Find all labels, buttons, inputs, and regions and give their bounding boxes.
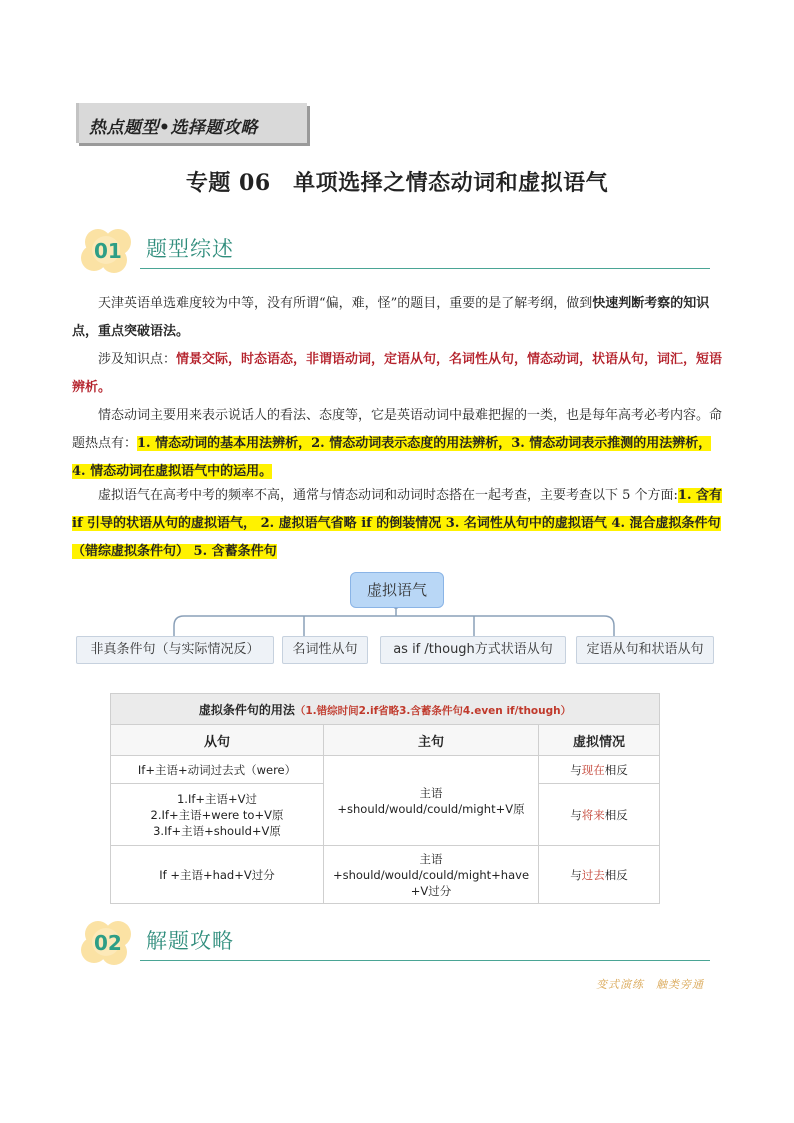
subjunctive-conditional-table bbox=[110, 693, 660, 904]
section-title: 题型综述 bbox=[146, 237, 234, 261]
section-header-overview bbox=[80, 228, 720, 274]
para2-label: 涉及知识点： bbox=[98, 352, 177, 367]
subjunctive-mindmap bbox=[74, 572, 714, 664]
case-suffix: 相反 bbox=[604, 762, 628, 777]
paragraph-knowledge-points bbox=[72, 346, 724, 402]
main-line: +V过分 bbox=[410, 883, 452, 898]
table-cell-case bbox=[539, 846, 660, 904]
table-cell-main bbox=[324, 846, 539, 904]
paragraph-subjunctive bbox=[72, 482, 724, 566]
case-time: 现在 bbox=[581, 762, 605, 777]
main-line: +should/would/could/might+V原 bbox=[337, 801, 525, 816]
mindmap-node-unreal-conditional: 非真条件句（与实际情况反） bbox=[76, 636, 274, 664]
document-title: 专题 06 单项选择之情态动词和虚拟语气 bbox=[185, 170, 609, 196]
para1-end: 。 bbox=[176, 324, 190, 339]
para1-emphasis: 快速判断考察的知识点，重点突破语法 bbox=[72, 296, 710, 339]
clause-line: 1.If+主语+V过 bbox=[176, 791, 258, 806]
table-header-clause: 从句 bbox=[111, 725, 324, 756]
mindmap-node-as-if: as if /though方式状语从句 bbox=[380, 636, 566, 664]
section-header-strategy bbox=[80, 920, 720, 966]
section-number: 01 bbox=[94, 239, 122, 263]
clause-line: 2.If+主语+were to+V原 bbox=[150, 807, 284, 822]
section-subtitle-note: 变式演练 触类旁通 bbox=[596, 978, 704, 991]
section-title: 解题攻略 bbox=[146, 929, 234, 953]
case-time: 过去 bbox=[581, 867, 605, 882]
section-divider bbox=[140, 960, 710, 961]
para3-text: 情态动词主要用来表示说话人的看法、态度等，它是英语动词中最难把握的一类，也是每年高考必考内容。命题热点有： bbox=[72, 408, 723, 451]
table-cell-clause: If +主语+had+V过分 bbox=[111, 846, 324, 904]
main-line: 主语 bbox=[419, 851, 443, 866]
para2-end: 。 bbox=[98, 380, 112, 395]
case-prefix: 与 bbox=[570, 807, 582, 822]
table-caption-title: 虚拟条件句的用法 bbox=[198, 702, 295, 717]
table-header-case: 虚拟情况 bbox=[539, 725, 660, 756]
section-number: 02 bbox=[94, 931, 122, 955]
table-cell-case bbox=[539, 784, 660, 846]
table-row bbox=[111, 756, 660, 784]
clause-line: 3.If+主语+should+V原 bbox=[153, 823, 281, 838]
mindmap-node-attributive-adverbial: 定语从句和状语从句 bbox=[576, 636, 714, 664]
table-cell-clause bbox=[111, 784, 324, 846]
section-banner bbox=[76, 103, 307, 143]
case-prefix: 与 bbox=[570, 762, 582, 777]
table-cell-case bbox=[539, 756, 660, 784]
paragraph-modal-verbs bbox=[72, 402, 724, 486]
table-caption bbox=[111, 694, 660, 725]
main-line: 主语 bbox=[419, 785, 443, 800]
mindmap-node-noun-clause: 名词性从句 bbox=[282, 636, 368, 664]
para2-points: 情景交际，时态语态，非谓语动词，定语从句，名词性从句，情态动词，状语从句，词汇，短语辨析 bbox=[72, 352, 723, 395]
case-suffix: 相反 bbox=[604, 867, 628, 882]
para4-text: 虚拟语气在高考中考的频率不高，通常与情态动词和动词时态搭在一起考查，主要考查以下 5 个方面: bbox=[98, 488, 678, 503]
main-line: +should/would/could/might+have bbox=[332, 867, 530, 882]
case-prefix: 与 bbox=[570, 867, 582, 882]
table-cell-clause: If+主语+动词过去式（were） bbox=[111, 756, 324, 784]
table-caption-note: （1.错综时间2.if省略3.含蓄条件句4.even if/though） bbox=[294, 704, 572, 717]
para1-text: 天津英语单选难度较为中等，没有所谓“偏，难，怪”的题目，重要的是了解考纲，做到 bbox=[98, 296, 593, 311]
table-cell-main bbox=[324, 756, 539, 846]
paragraph-intro bbox=[72, 290, 724, 346]
table-header-main: 主句 bbox=[324, 725, 539, 756]
table-row bbox=[111, 846, 660, 904]
case-time: 将来 bbox=[581, 807, 605, 822]
banner-text: 热点题型•选择题攻略 bbox=[89, 118, 258, 138]
para3-highlight: 1. 情态动词的基本用法辨析，2. 情态动词表示态度的用法辨析，3. 情态动词表示推测的用法辨析，4. 情态动词在虚拟语气中的运用。 bbox=[72, 436, 712, 479]
section-divider bbox=[140, 268, 710, 269]
mindmap-root: 虚拟语气 bbox=[350, 572, 444, 608]
para4-highlight: 1. 含有 if 引导的状语从句的虚拟语气， 2. 虚拟语气省略 if 的倒装情况 3. 名词性从句中的虚拟语气 4. 混合虚拟条件句（错综虚拟条件句） 5. 含蓄条件句 bbox=[72, 488, 723, 559]
case-suffix: 相反 bbox=[604, 807, 628, 822]
